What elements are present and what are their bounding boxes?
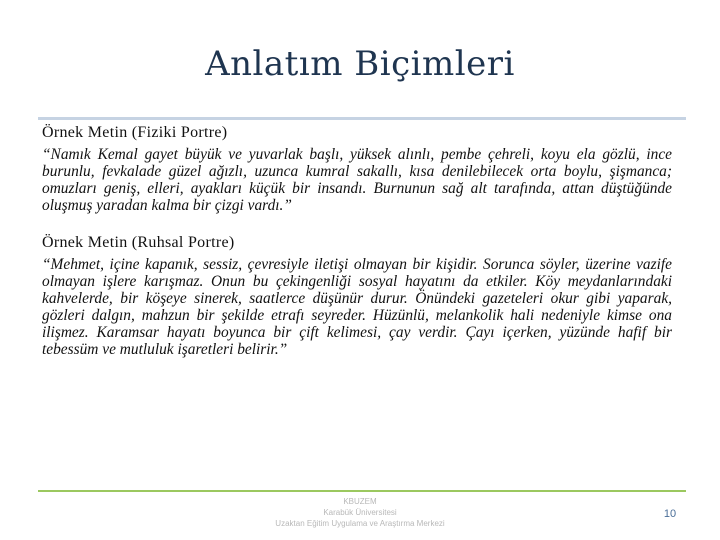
- footer-divider: [38, 490, 686, 492]
- footer: [200, 496, 520, 529]
- footer-line-university: Karabük Üniversitesi: [323, 508, 397, 517]
- section-text-physical: “Namık Kemal gayet büyük ve yuvarlak başlı, yüksek alınlı, pembe çehreli, koyu ela gözlü, ince burunlu, fevkalade güzel ağızlı, uzunca kumral sakallı, kısa denilebilecek orta boylu, şişmanca; omuzları geniş, elleri, ayakları küçük bir insandı. Burnunun sağ alt tarafında, attan düştüğünde oluşmuş yaradan kalma bir çizgi vardı.”: [42, 146, 672, 214]
- section-heading-spiritual: Örnek Metin (Ruhsal Portre): [42, 234, 235, 251]
- footer-line-center: Uzaktan Eğitim Uygulama ve Araştırma Merkezi: [275, 519, 445, 528]
- slide-content: [42, 124, 672, 358]
- page-number: 10: [663, 508, 677, 520]
- title-divider: [38, 117, 686, 120]
- slide-title: Anlatım Biçimleri: [205, 44, 515, 84]
- section-text-spiritual: “Mehmet, içine kapanık, sessiz, çevresiyle iletişi olmayan bir kişidir. Sorunca söyler, üzerine vazife olmayan işlere karışmaz. Onun bu çekingenliği sosyal hayatını da etkiler. Köy meydanlarındaki kahvelerde, bir köşeye sinerek, saatlerce düşünür durur. Önündeki gazeteleri okur gibi yaparak, gözleri dalgın, mahzun bir şekilde etrafı seyreder. Hüzünlü, melankolik hali nedeniyle kimse ona ilişmez. Karamsar hayatı boyunca bir çift kelimesi, çay verdir. Çayı içerken, yüzünde hafif bir tebessüm ve mutluluk işaretleri belirir.”: [42, 256, 672, 358]
- section-heading-physical: Örnek Metin (Fiziki Portre): [42, 124, 228, 141]
- footer-line-org: KBUZEM: [343, 497, 377, 506]
- section-spacer: [42, 214, 672, 234]
